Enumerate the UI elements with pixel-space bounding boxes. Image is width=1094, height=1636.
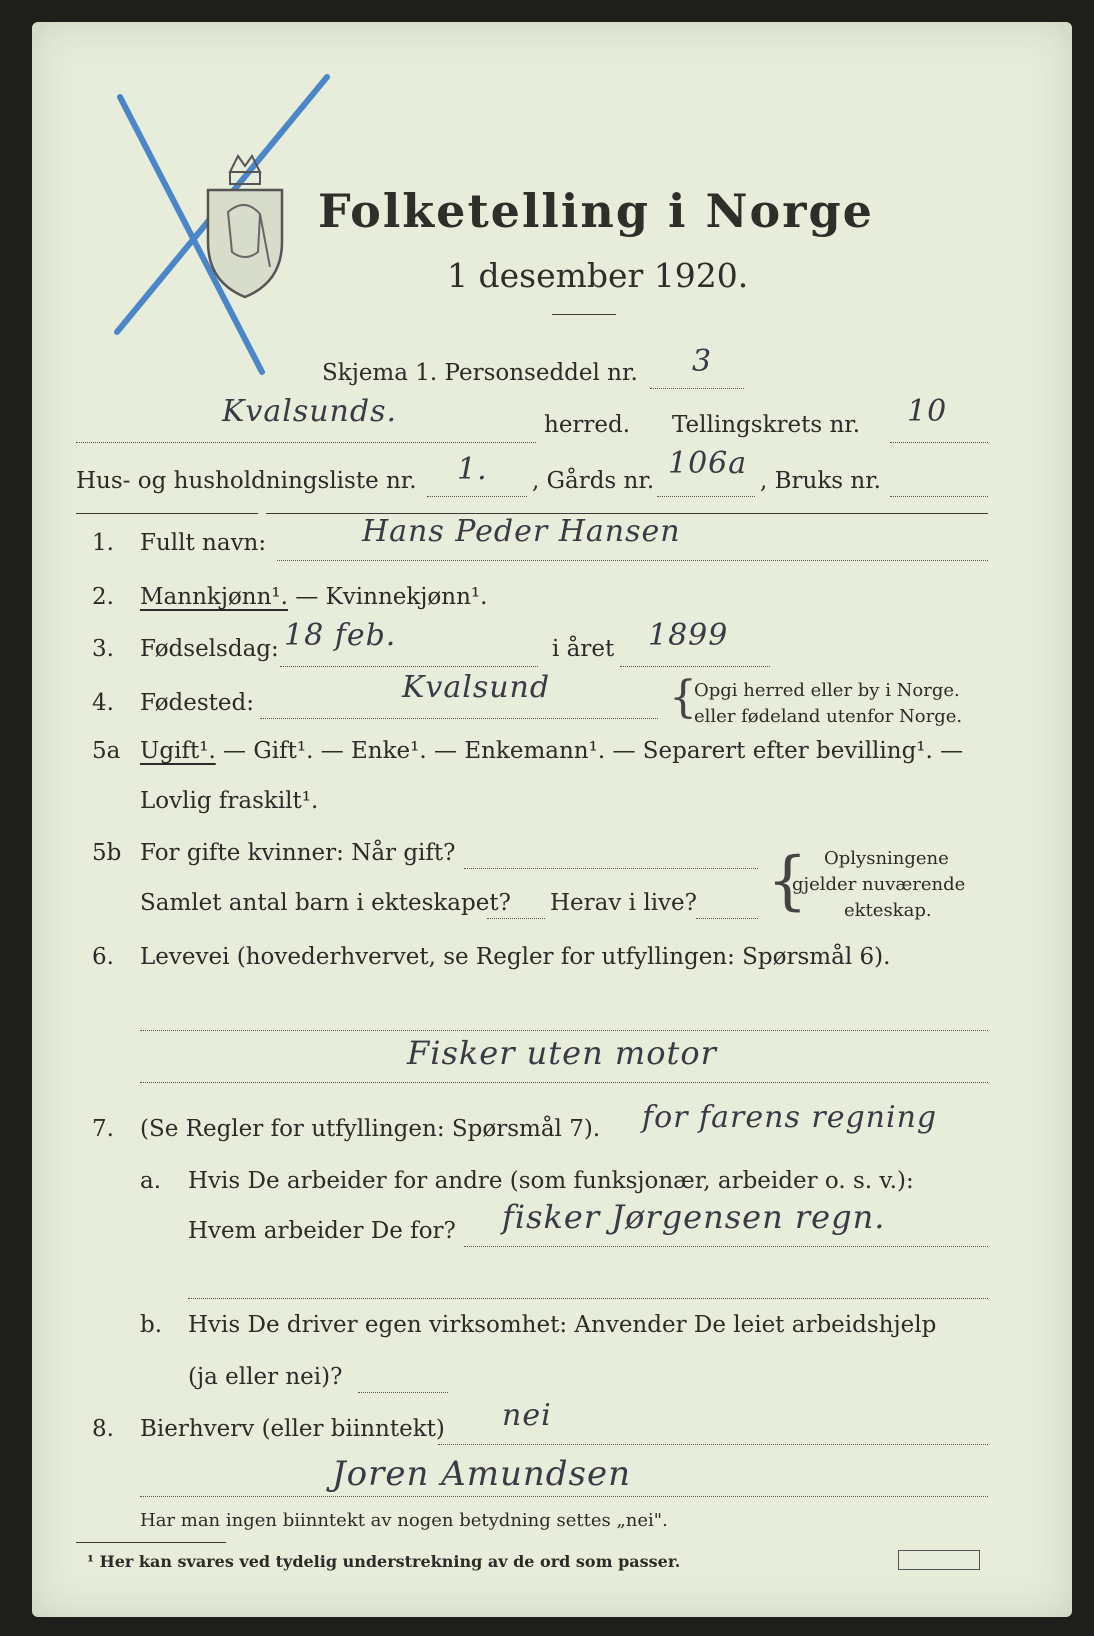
- bruks-field[interactable]: [890, 496, 988, 497]
- employer-value: fisker Jørgensen regn.: [502, 1198, 886, 1236]
- form-title: Folketelling i Norge: [318, 184, 874, 238]
- q2-number: 2.: [92, 584, 114, 610]
- side-income-value: nei: [502, 1398, 552, 1433]
- tellingskrets-value: 10: [907, 394, 948, 429]
- birthplace-note-2: eller fødeland utenfor Norge.: [694, 706, 963, 727]
- q4-label: Fødested:: [140, 690, 255, 716]
- signature: Joren Amundsen: [332, 1454, 631, 1494]
- marriage-note-3: ekteskap.: [844, 900, 932, 921]
- header-rule-left: [76, 513, 258, 514]
- schema-field[interactable]: [650, 388, 744, 389]
- birth-year-value: 1899: [648, 618, 729, 653]
- children-alive-label: Herav i live?: [550, 890, 697, 916]
- marriage-note-brace: {: [767, 844, 808, 918]
- herred-field[interactable]: [76, 442, 536, 443]
- household-list-label: Hus- og husholdningsliste nr.: [76, 468, 417, 494]
- footnote: ¹ Her kan svares ved tydelig understrekning av de ord som passer.: [87, 1552, 681, 1571]
- marriage-note-1: Oplysningene: [824, 848, 949, 869]
- q1-label: Fullt navn:: [140, 530, 267, 556]
- full-name-field[interactable]: [277, 560, 988, 561]
- male-option[interactable]: Mannkjønn¹.: [140, 584, 288, 610]
- female-option[interactable]: Kvinnekjønn¹.: [325, 584, 488, 610]
- q7b-line-1: Hvis De driver egen virksomhet: Anvender De leiet arbeidshjelp: [188, 1312, 937, 1338]
- employer-field[interactable]: [464, 1246, 988, 1247]
- q7a-line-2: Hvem arbeider De for?: [188, 1218, 456, 1244]
- q7a-line-1: Hvis De arbeider for andre (som funksjonær, arbeider o. s. v.):: [188, 1168, 914, 1194]
- q4-number: 4.: [92, 690, 114, 716]
- gender-options: Mannkjønn¹. — Kvinnekjønn¹.: [140, 584, 488, 610]
- side-income-label: Bierhverv (eller biinntekt): [140, 1416, 445, 1442]
- census-form-page: [32, 22, 1072, 1617]
- birthplace-note-1: Opgi herred eller by i Norge.: [694, 680, 960, 701]
- birthplace-value: Kvalsund: [402, 670, 551, 705]
- birthplace-brace: {: [669, 672, 697, 723]
- employer-field-2[interactable]: [188, 1298, 988, 1299]
- birth-year-field[interactable]: [620, 666, 770, 667]
- gards-field[interactable]: [657, 496, 755, 497]
- gards-label: , Gårds nr.: [532, 468, 655, 494]
- q7-number: 7.: [92, 1116, 114, 1142]
- q7-label: (Se Regler for utfyllingen: Spørsmål 7).: [140, 1116, 601, 1142]
- birthplace-field[interactable]: [260, 718, 658, 719]
- occupation-field-2[interactable]: [140, 1082, 988, 1083]
- occupation-label: Levevei (hovederhvervet, se Regler for utfyllingen: Spørsmål 6).: [140, 944, 891, 970]
- q7b-number: b.: [140, 1312, 163, 1338]
- children-alive-field[interactable]: [696, 918, 758, 919]
- hired-help-field[interactable]: [358, 1392, 448, 1393]
- schema-value: 3: [692, 344, 713, 379]
- tellingskrets-field[interactable]: [890, 442, 988, 443]
- tellingskrets-label: Tellingskrets nr.: [672, 412, 861, 438]
- no-income-note: Har man ingen biinntekt av nogen betydning settes „nei".: [140, 1510, 668, 1531]
- q3-number: 3.: [92, 636, 114, 662]
- q7b-line-2: (ja eller nei)?: [188, 1364, 343, 1390]
- q8-number: 8.: [92, 1416, 114, 1442]
- printer-stamp-icon: [898, 1550, 980, 1570]
- footnote-rule: [76, 1542, 226, 1543]
- marital-other-options[interactable]: — Gift¹. — Enke¹. — Enkemann¹. — Separert efter bevilling¹. —: [215, 738, 964, 764]
- herred-value: Kvalsunds.: [222, 394, 398, 429]
- q7-value: for farens regning: [642, 1100, 938, 1135]
- marital-status-options: [140, 738, 963, 764]
- birth-year-label: i året: [552, 636, 615, 662]
- q3-label: Fødselsdag:: [140, 636, 279, 662]
- q7a-number: a.: [140, 1168, 162, 1194]
- gards-value: 106a: [668, 446, 748, 481]
- q6-number: 6.: [92, 944, 114, 970]
- schema-label: Skjema 1. Personseddel nr.: [322, 360, 638, 386]
- children-total-label: Samlet antal barn i ekteskapet?: [140, 890, 511, 916]
- q5a-number: 5a: [92, 738, 121, 764]
- bruks-label: , Bruks nr.: [760, 468, 881, 494]
- married-women-label: For gifte kvinner: Når gift?: [140, 840, 456, 866]
- q1-number: 1.: [92, 530, 114, 556]
- side-income-field[interactable]: [438, 1444, 988, 1445]
- full-name-value: Hans Peder Hansen: [362, 514, 681, 549]
- herred-label: herred.: [544, 412, 631, 438]
- children-total-field[interactable]: [487, 918, 545, 919]
- q5b-number: 5b: [92, 840, 122, 866]
- occupation-field-1[interactable]: [140, 1030, 988, 1031]
- unmarried-option[interactable]: Ugift¹.: [140, 738, 216, 764]
- marriage-note-2: gjelder nuværende: [792, 874, 966, 895]
- census-date: 1 desember 1920.: [447, 256, 749, 295]
- household-list-value: 1.: [457, 452, 488, 487]
- title-divider: [552, 314, 616, 315]
- birthday-field[interactable]: [280, 666, 538, 667]
- side-income-field-2[interactable]: [140, 1496, 988, 1497]
- divorced-option[interactable]: Lovlig fraskilt¹.: [140, 788, 319, 814]
- birthday-value: 18 feb.: [284, 618, 397, 653]
- occupation-value: Fisker uten motor: [407, 1034, 717, 1072]
- household-list-field[interactable]: [427, 496, 527, 497]
- norway-coat-of-arms-icon: [200, 142, 290, 302]
- marriage-date-field[interactable]: [464, 868, 758, 869]
